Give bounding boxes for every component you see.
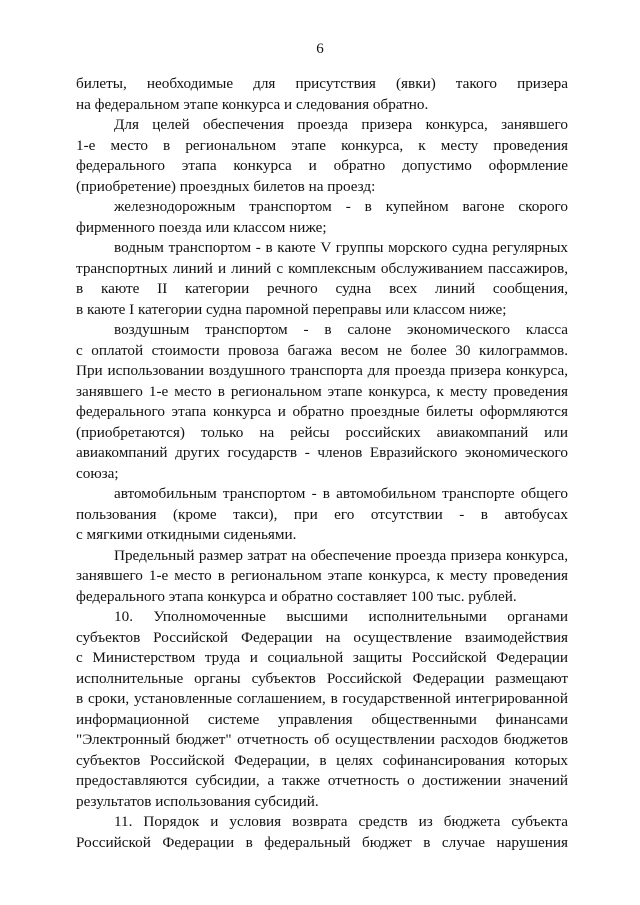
- page-number: 6: [316, 41, 324, 57]
- paragraph: [76, 320, 568, 484]
- text-line: субъектов Российской Федерации на осуществление взаимодействия: [76, 628, 568, 646]
- paragraph: [76, 607, 568, 812]
- text-line: занявшего 1-е место в региональном этапе конкурса, к месту проведения: [76, 382, 568, 400]
- text-line: в каюте I категории судна паромной переправы или классом ниже;: [76, 300, 507, 318]
- document-body: [76, 74, 568, 853]
- text-line: Российской Федерации в федеральный бюджет в случае нарушения: [76, 833, 568, 851]
- text-line: 11. Порядок и условия возврата средств из бюджета субъекта: [114, 813, 568, 830]
- text-line: фирменного поезда или классом ниже;: [76, 218, 327, 236]
- text-line: пользования (кроме такси), при его отсутствии - в автобусах: [76, 505, 568, 523]
- text-line: федерального этапа конкурса и обратно проездные билеты оформляются: [76, 403, 568, 420]
- text-line: 10. Уполномоченные высшими исполнительными органами: [114, 608, 568, 625]
- text-line: с оплатой стоимости провоза багажа весом не более 30 килограммов.: [76, 341, 568, 359]
- text-line: союза;: [76, 464, 119, 482]
- paragraph: [76, 238, 568, 320]
- text-line: транспортных линий и линий с комплексным обслуживанием пассажиров,: [76, 259, 568, 277]
- text-line: в сроки, установленные соглашением, в государственной интегрированной: [76, 690, 568, 707]
- paragraph: [76, 197, 568, 238]
- text-line: Для целей обеспечения проезда призера конкурса, занявшего: [114, 116, 568, 133]
- text-line: 1-е место в региональном этапе конкурса, к месту проведения: [76, 136, 568, 154]
- text-line: Предельный размер затрат на обеспечение проезда призера конкурса,: [114, 546, 568, 564]
- paragraph: [76, 812, 568, 853]
- paragraph: [76, 74, 568, 115]
- text-line: исполнительные органы субъектов Российской Федерации размещают: [76, 669, 568, 687]
- text-line: результатов использования субсидий.: [76, 792, 319, 810]
- paragraph: [76, 546, 568, 608]
- text-line: федерального этапа конкурса и обратно составляет 100 тыс. рублей.: [76, 587, 517, 605]
- text-line: "Электронный бюджет" отчетность об осуществлении расходов бюджетов: [76, 731, 568, 748]
- text-line: информационной системе управления общественными финансами: [76, 710, 568, 728]
- text-line: водным транспортом - в каюте V группы морского судна регулярных: [114, 239, 568, 256]
- text-line: железнодорожным транспортом - в купейном вагоне скорого: [114, 198, 568, 215]
- text-line: автомобильным транспортом - в автомобильном транспорте общего: [114, 485, 568, 502]
- text-line: авиакомпаний других государств - членов Евразийского экономического: [76, 444, 568, 461]
- text-line: воздушным транспортом - в салоне экономического класса: [114, 321, 568, 338]
- paragraph: [76, 484, 568, 546]
- text-line: федерального этапа конкурса и обратно допустимо оформление: [76, 157, 568, 174]
- text-line: При использовании воздушного транспорта для проезда призера конкурса,: [76, 362, 568, 379]
- paragraph: [76, 115, 568, 197]
- text-line: с мягкими откидными сиденьями.: [76, 526, 297, 543]
- text-line: в каюте II категории речного судна всех линий сообщения,: [76, 280, 568, 297]
- text-line: занявшего 1-е место в региональном этапе конкурса, к месту проведения: [76, 567, 568, 584]
- text-line: на федеральном этапе конкурса и следования обратно.: [76, 95, 429, 113]
- text-line: (приобретаются) только на рейсы российских авиакомпаний или: [76, 423, 568, 441]
- text-line: билеты, необходимые для присутствия (явки) такого призера: [76, 75, 568, 92]
- text-line: с Министерством труда и социальной защиты Российской Федерации: [76, 649, 568, 666]
- text-line: (приобретение) проездных билетов на проезд:: [76, 177, 376, 195]
- text-line: субъектов Российской Федерации, в целях софинансирования которых: [76, 751, 568, 769]
- text-line: предоставляются субсидии, а также отчетность о достижении значений: [76, 772, 568, 789]
